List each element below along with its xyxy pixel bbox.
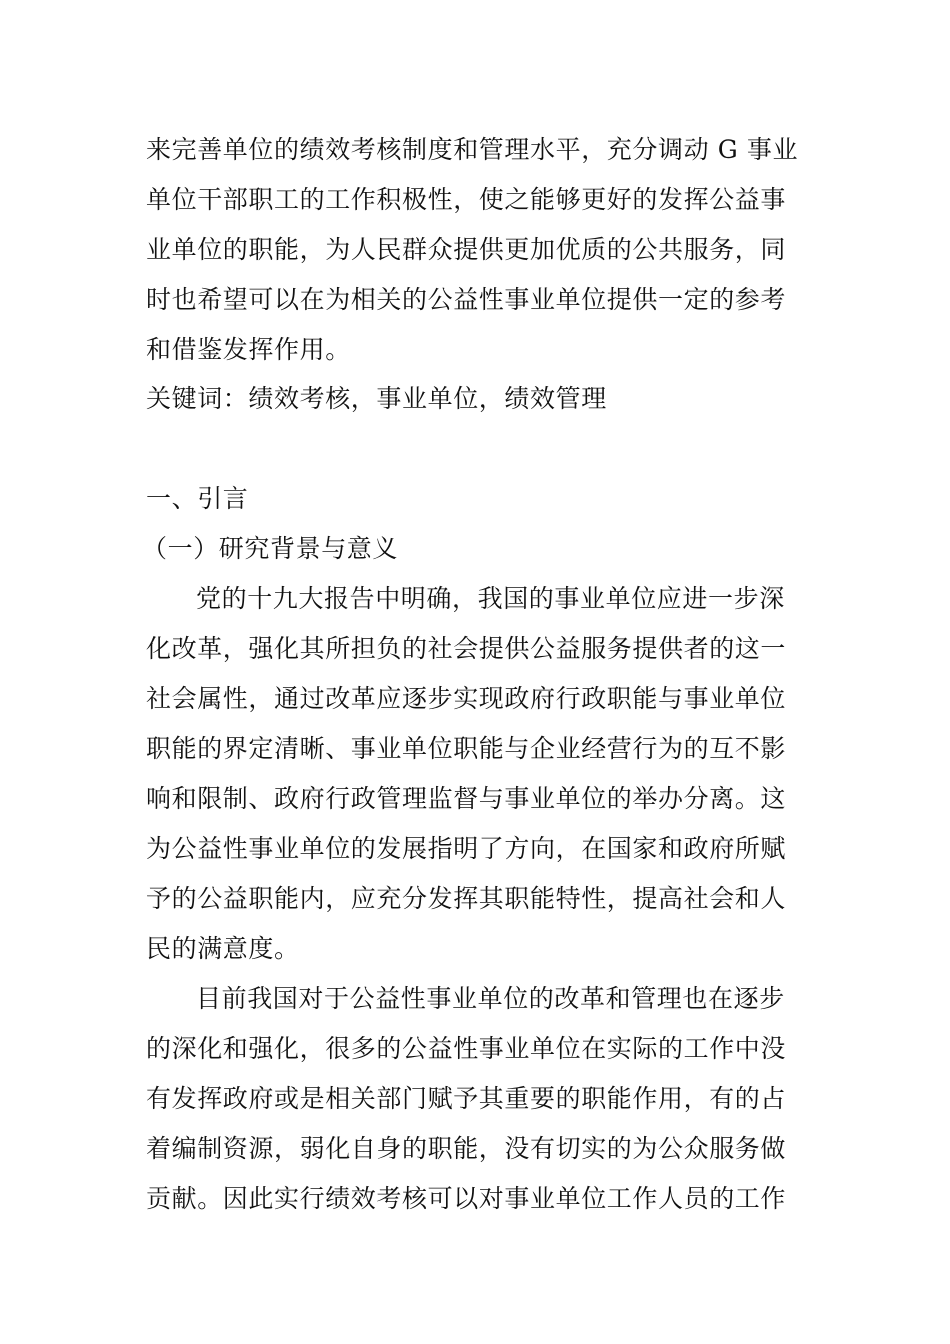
abstract-line: 来完善单位的绩效考核制度和管理水平，充分调动 G 事业 [146,135,799,164]
paragraph-2-line: 有发挥政府或是相关部门赋予其重要的职能作用，有的占 [146,1084,787,1113]
abstract-line: 时也希望可以在为相关的公益性事业单位提供一定的参考 [146,285,787,314]
abstract-line: 和借鉴发挥作用。 [146,335,351,364]
paragraph-1-line: 为公益性事业单位的发展指明了方向，在国家和政府所赋 [146,834,787,863]
paragraph-1-line: 化改革，强化其所担负的社会提供公益服务提供者的这一 [146,634,787,663]
abstract-line: 单位干部职工的工作积极性，使之能够更好的发挥公益事 [146,185,787,214]
keywords-line: 关键词：绩效考核，事业单位，绩效管理 [146,384,607,413]
paragraph-1-line: 响和限制、政府行政管理监督与事业单位的举办分离。这 [146,784,787,813]
subsection-heading: （一）研究背景与意义 [142,534,399,563]
section-heading: 一、引言 [146,484,249,513]
paragraph-2-line: 着编制资源，弱化自身的职能，没有切实的为公众服务做 [146,1134,787,1163]
abstract-line: 业单位的职能，为人民群众提供更加优质的公共服务，同 [146,235,787,264]
paragraph-1-line: 民的满意度。 [146,934,300,963]
paragraph-2-line: 目前我国对于公益性事业单位的改革和管理也在逐步 [196,984,785,1013]
paragraph-1-line: 予的公益职能内，应充分发挥其职能特性，提高社会和人 [146,884,787,913]
paragraph-1-line: 党的十九大报告中明确，我国的事业单位应进一步深 [196,584,785,613]
paragraph-1-line: 社会属性，通过改革应逐步实现政府行政职能与事业单位 [146,684,787,713]
paragraph-2-line: 贡献。因此实行绩效考核可以对事业单位工作人员的工作 [146,1184,787,1213]
paragraph-2-line: 的深化和强化，很多的公益性事业单位在实际的工作中没 [146,1034,787,1063]
paragraph-1-line: 职能的界定清晰、事业单位职能与企业经营行为的互不影 [146,734,787,763]
